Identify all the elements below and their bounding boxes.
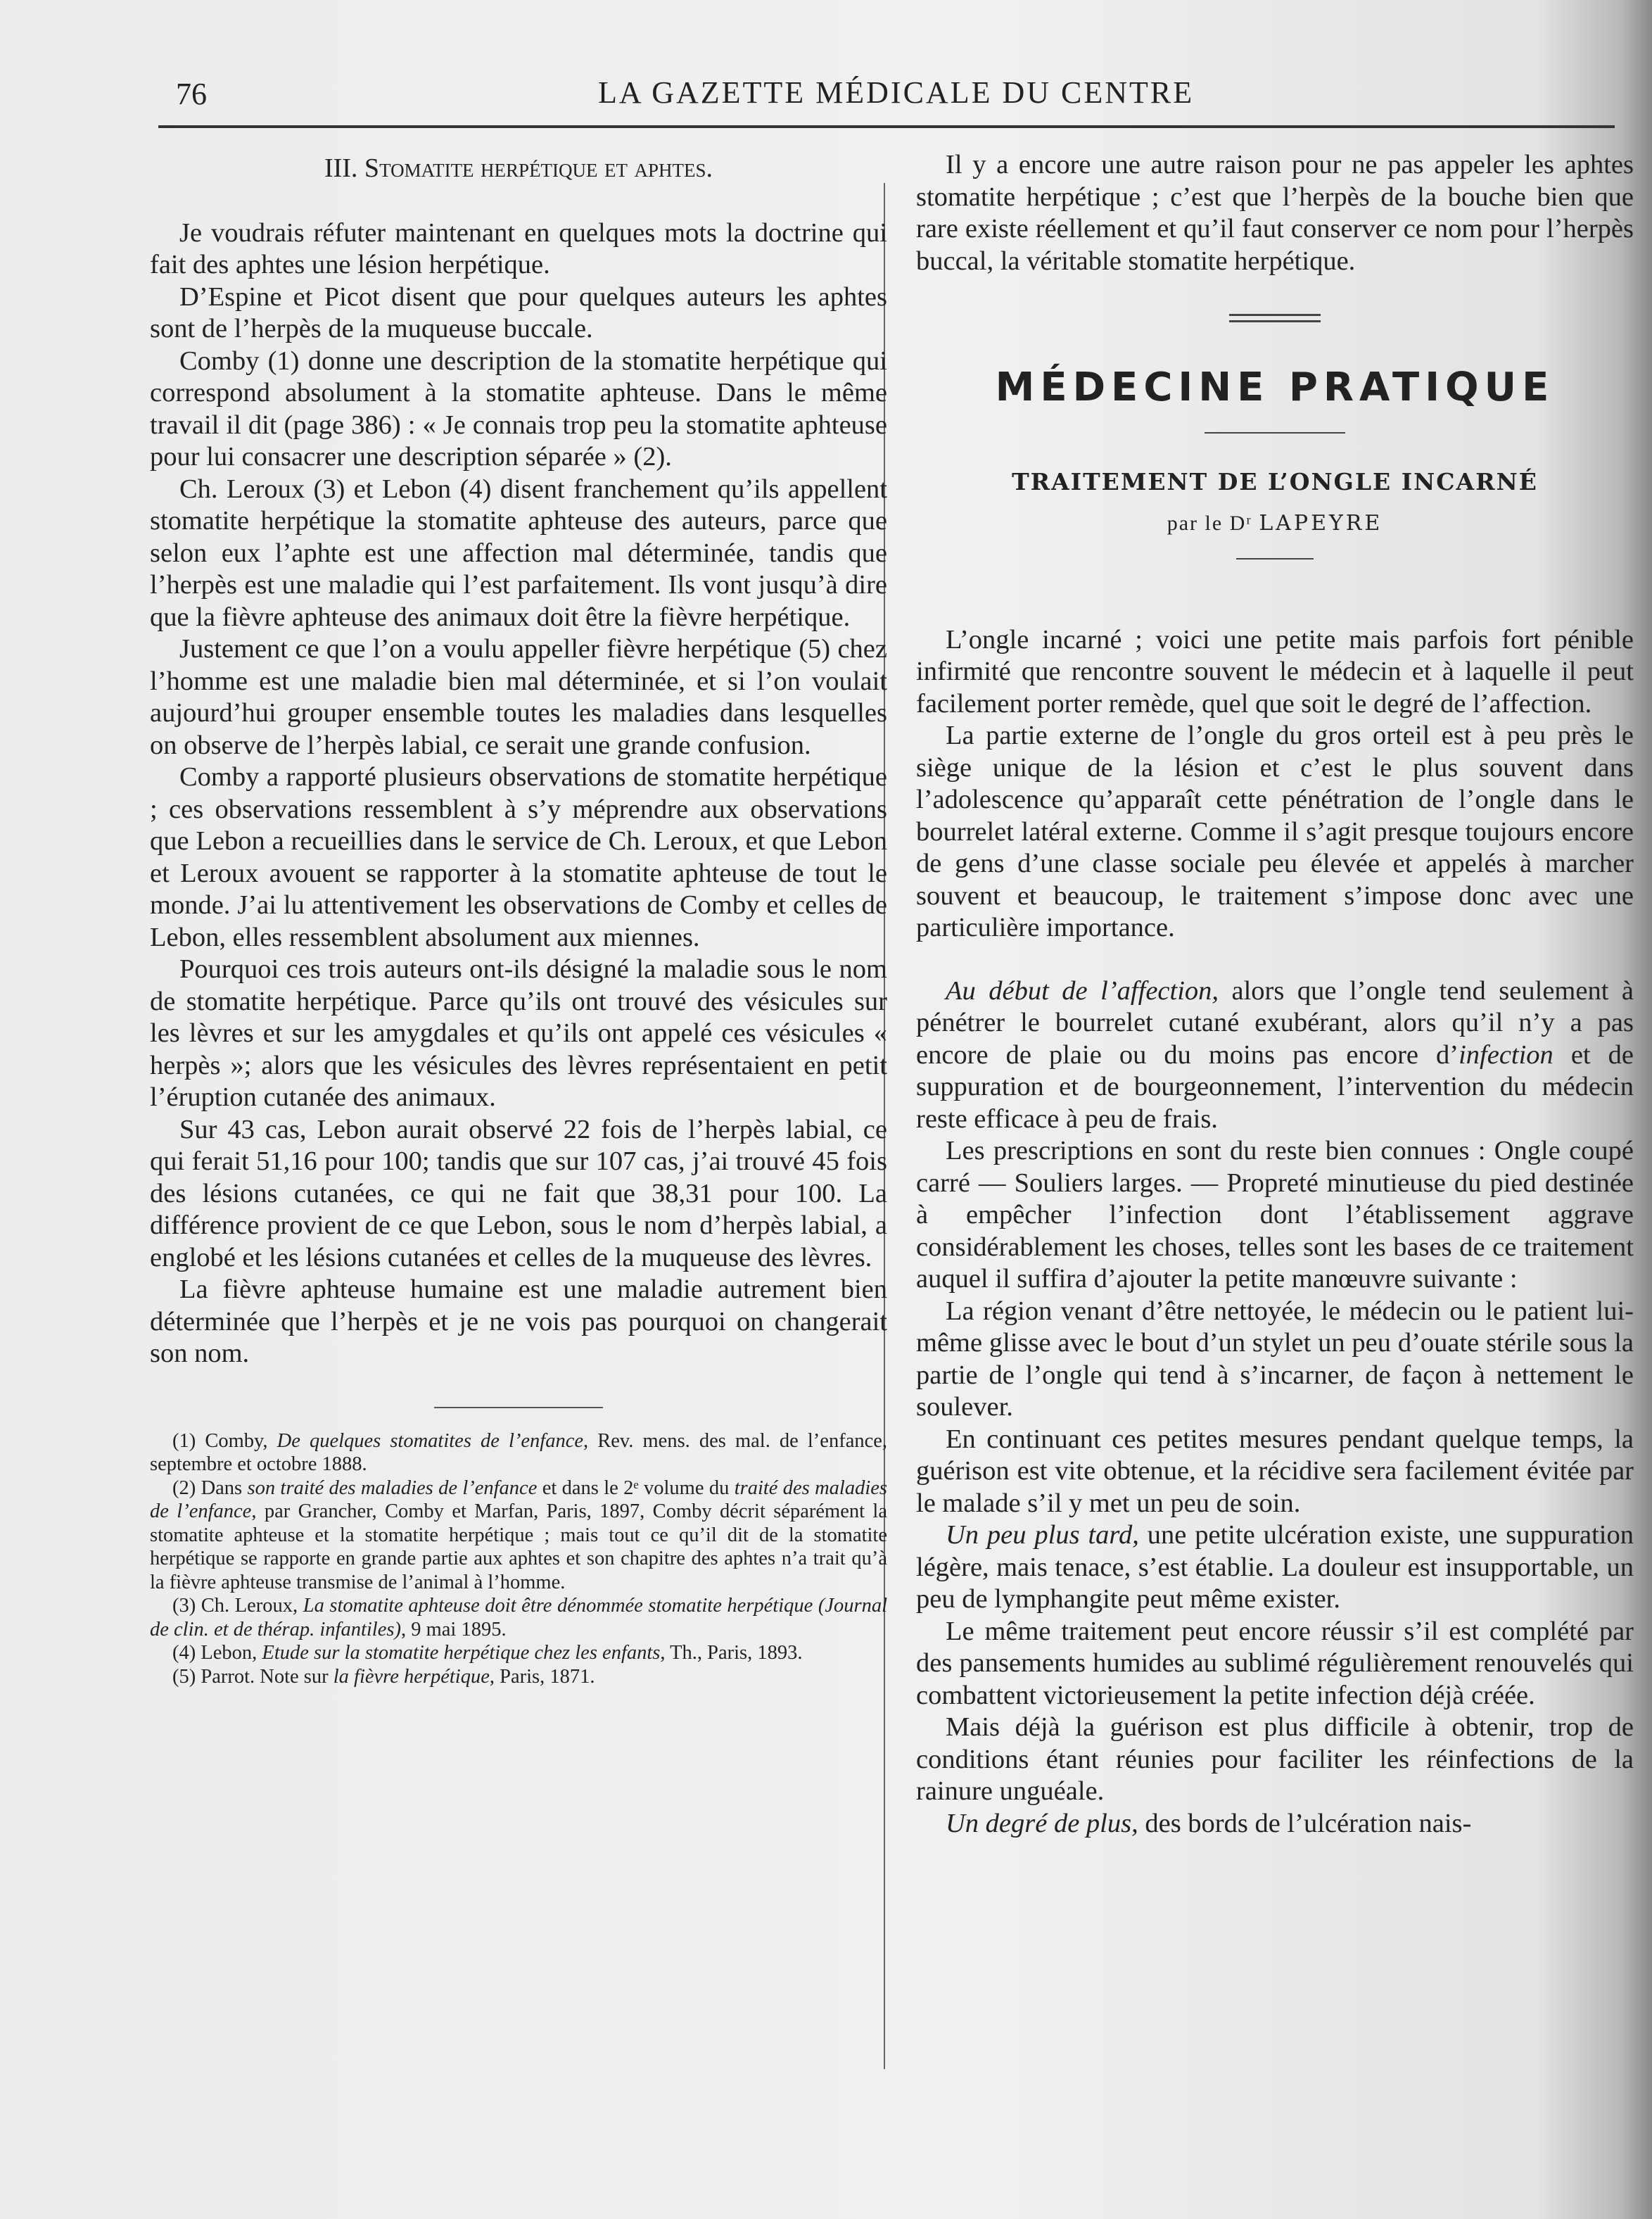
footnote-4: (4) Lebon, Etude sur la stomatite herpétique chez les enfants, Th., Paris, 1893.	[172, 1642, 803, 1664]
heading-rule	[1205, 432, 1345, 434]
paragraph: Le même traitement peut encore réussir s’il est complété par des pansements humides au sublimé régulièrement renouvelés qui combattent victorieusement la petite infection déjà créée.	[916, 1616, 1634, 1710]
byline-prefix: par le Dʳ	[1167, 512, 1252, 535]
paragraph: Au début de l’affection, alors que l’ongle tend seulement à pénétrer le bourrelet cutané exubérant, alors qu’il n’y a pas encore de plaie ou du moins pas encore d’infection et de suppuration et de bourgeonnement, l’intervention du médecin reste efficace à peu de frais.	[916, 975, 1634, 1134]
footnote-5: (5) Parrot. Note sur la fièvre herpétique, Paris, 1871.	[172, 1665, 595, 1688]
footnote-2: (2) Dans son traité des maladies de l’enfance et dans le 2ᵉ volume du traité des maladies de l’enfance, par Grancher, Comby et Marfan, Paris, 1897, Comby décrit séparément la stomatite aphteuse et la stomatite herpétique ; mais tout ce qu’il dit de la stomatite herpétique se rapporte en grande partie aux aphtes et son chapitre des aphtes n’a trait qu’à la fièvre aphteuse transmise de l’animal à l’homme.	[150, 1477, 888, 1593]
page-number: 76	[176, 77, 207, 111]
paragraph: La région venant d’être nettoyée, le médecin ou le patient lui-même glisse avec le bout d’un stylet un peu d’ouate stérile sous la partie de l’ongle qui tend à s’incarner, de façon à nettement le soulever.	[916, 1296, 1634, 1422]
section-title	[150, 153, 887, 185]
paragraph: Ch. Leroux (3) et Lebon (4) disent franchement qu’ils appellent stomatite herpétique la stomatite aphteuse des auteurs, parce que selon eux l’aphte est une affection mal déterminée, tandis que l’herpès est une maladie qui l’est parfaitement. Ils vont jusqu’à dire que la fièvre aphteuse des animaux doit être la fièvre herpétique.	[150, 474, 887, 632]
journal-title: LA GAZETTE MÉDICALE DU CENTRE	[598, 75, 1195, 110]
right-column	[916, 149, 1634, 1840]
section-numeral: III.	[324, 153, 358, 183]
paragraph: Il y a encore une autre raison pour ne pas appeler les aphtes stomatite herpétique ; c’est que l’herpès de la bouche bien que rare existe réellement et qu’il faut conserver ce nom pour l’herpès buccal, la véritable stomatite herpétique.	[916, 150, 1634, 276]
paragraph-gap	[916, 944, 1634, 975]
paragraph: La fièvre aphteuse humaine est une maladie autrement bien déterminée que l’herpès et je ne vois pas pourquoi on changerait son nom.	[150, 1275, 887, 1368]
byline-rule	[1236, 558, 1314, 560]
footnote-rule	[434, 1407, 603, 1408]
left-column	[150, 144, 887, 1688]
footnote-3: (3) Ch. Leroux, La stomatite aphteuse doit être dénommée stomatite herpétique (Journal de clin. et de thérap. infantiles), 9 mai 1895.	[150, 1595, 888, 1640]
section-title-rest: tomatite herpétique et aphtes.	[379, 153, 713, 183]
article-title: TRAITEMENT DE L’ONGLE INCARNÉ	[1012, 467, 1538, 495]
paragraph: Mais déjà la guérison est plus difficile à obtenir, trop de conditions étant réunies pour faciliter les réinfections de la rainure unguéale.	[916, 1712, 1634, 1806]
paragraph: En continuant ces petites mesures pendant quelque temps, la guérison est vite obtenue, et la récidive sera facilement évitée par le malade s’il y met un peu de soin.	[916, 1424, 1634, 1518]
paragraph: Sur 43 cas, Lebon aurait observé 22 fois de l’herpès labial, ce qui ferait 51,16 pour 100; tandis que sur 107 cas, j’ai trouvé 45 fois des lésions cutanées, ce qui ne fait que 38,31 pour 100. La différence provient de ce que Lebon, sous le nom d’herpès labial, a englobé et les lésions cutanées et celles de la muqueuse des lèvres.	[150, 1114, 887, 1272]
section-heading: MÉDECINE PRATIQUE	[995, 365, 1555, 410]
double-rule	[1229, 314, 1321, 322]
paragraph: La partie externe de l’ongle du gros orteil est à peu près le siège unique de la lésion et c’est le plus souvent dans l’adolescence qu’apparaît cette pénétration de l’ongle dans le bourrelet latéral externe. Comme il s’agit presque toujours encore de gens d’une classe sociale peu élevée et appelés à marcher souvent et beaucoup, le traitement s’impose donc avec une particulière importance.	[916, 721, 1634, 942]
paragraph: Un degré de plus, des bords de l’ulcération nais-	[946, 1808, 1472, 1838]
paragraph: Un peu plus tard, une petite ulcération existe, une suppuration légère, mais tenace, s’est établie. La douleur est insupportable, un peu de lymphangite peut même exister.	[916, 1520, 1634, 1614]
paragraph: Comby (1) donne une description de la stomatite herpétique qui correspond absolument à la stomatite aphteuse. Dans le même travail il dit (page 386) : « Je connais trop peu la stomatite aphteuse pour lui consacrer une description séparée » (2).	[150, 346, 887, 472]
paragraph: Pourquoi ces trois auteurs ont-ils désigné la maladie sous le nom de stomatite herpétique. Parce qu’ils ont trouvé des vésicules sur les lèvres et sur les amygdales et qu’ils ont appelé ces vésicules « herpès »; alors que les vésicules des lèvres représentaient en petit l’éruption cutanée des animaux.	[150, 954, 887, 1112]
paragraph: Justement ce que l’on a voulu appeller fièvre herpétique (5) chez l’homme est une maladie bien mal déterminée, et si l’on voulait aujourd’hui grouper ensemble toutes les maladies dans lesquelles on observe de l’herpès labial, ce serait une grande confusion.	[150, 634, 887, 760]
paragraph: D’Espine et Picot disent que pour quelques auteurs les aphtes sont de l’herpès de la muqueuse buccale.	[150, 282, 887, 343]
article-byline	[916, 507, 1634, 540]
paragraph: Je voudrais réfuter maintenant en quelques mots la doctrine qui fait des aphtes une lésion herpétique.	[150, 217, 887, 279]
paragraph: L’ongle incarné ; voici une petite mais parfois fort pénible infirmité que rencontre souvent le médecin et à laquelle il peut facilement porter remède, quel que soit le degré de l’affection.	[916, 624, 1634, 719]
header-rule	[158, 125, 1615, 128]
section-first-letter: S	[364, 153, 380, 183]
author-name: LAPEYRE	[1259, 511, 1383, 536]
paragraph: Comby a rapporté plusieurs observations de stomatite herpétique ; ces observations ressemblent à s’y méprendre aux observations que Lebon a recueillies dans le service de Ch. Leroux, et que Lebon et Leroux avouent se rapporter à la stomatite aphteuse de tout le monde. J’ai lu attentivement les observations de Comby et celles de Lebon, elles ressemblent absolument aux miennes.	[150, 762, 887, 952]
footnote-1: (1) Comby, De quelques stomatites de l’enfance, Rev. mens. des mal. de l’enfance, septembre et octobre 1888.	[150, 1429, 888, 1475]
paragraph: Les prescriptions en sont du reste bien connues : Ongle coupé carré — Souliers larges. — Propreté minutieuse du pied destinée à empêcher l’infection dont l’établissement aggrave considérablement les choses, telles sont les bases de ce traitement auquel il suffira d’ajouter la petite manœuvre suivante :	[916, 1136, 1634, 1294]
